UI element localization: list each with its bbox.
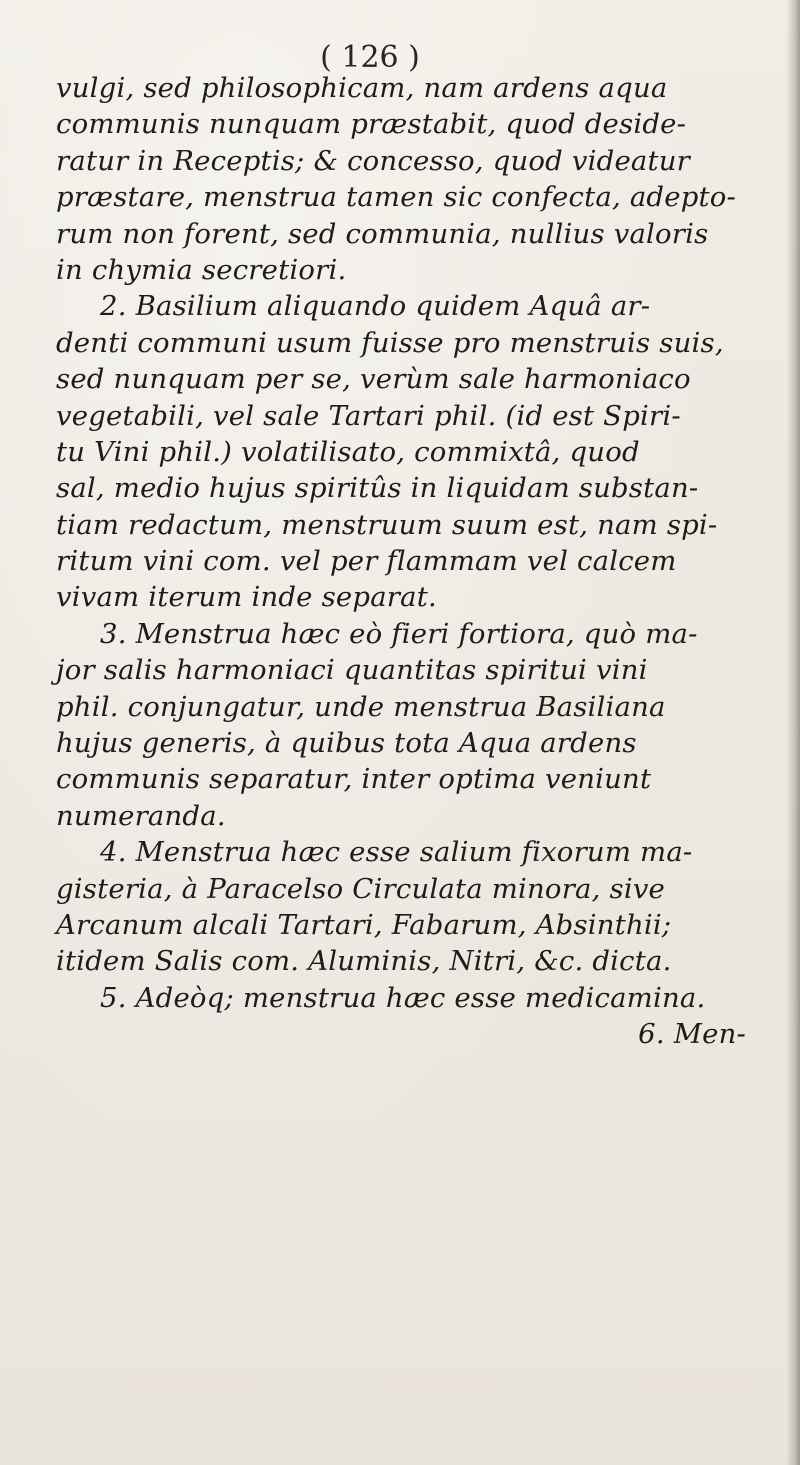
body-text [56, 70, 756, 1053]
text-line: vivam iterum inde separat. [56, 581, 437, 614]
text-line: tiam redactum, menstruum suum est, nam spi- [56, 508, 718, 541]
catchword: 6. Men- [638, 1018, 746, 1051]
text-line: phil. conjungatur, unde menstrua Basiliana [56, 690, 666, 723]
page-edge-shadow [786, 0, 800, 1465]
text-line: Arcanum alcali Tartari, Fabarum, Absinthii; [56, 908, 672, 941]
text-line: communis nunquam præstabit, quod deside- [56, 108, 687, 141]
text-line: jor salis harmoniaci quantitas spiritui vini [56, 654, 648, 687]
text-line: denti communi usum fuisse pro menstruis suis, [56, 326, 724, 359]
text-line: rum non forent, sed communia, nullius valoris [56, 217, 709, 250]
text-line: itidem Salis com. Aluminis, Nitri, &c. dicta. [56, 945, 672, 978]
text-line: ritum vini com. vel per flammam vel calcem [56, 545, 677, 578]
text-line: tu Vini phil.) volatilisato, commixtâ, quod [56, 435, 640, 468]
text-line: 2. Basilium aliquando quidem Aquâ ar- [100, 290, 651, 323]
page-number: ( 126 ) [320, 40, 420, 75]
text-line: in chymia secretiori. [56, 253, 347, 286]
text-line: ratur in Receptis; & concesso, quod videatur [56, 144, 691, 177]
text-line: sal, medio hujus spiritûs in liquidam substan- [56, 472, 699, 505]
text-line: 4. Menstrua hæc esse salium fixorum ma- [100, 836, 693, 869]
text-line: 5. Adeòq; menstrua hæc esse medicamina. [100, 981, 706, 1014]
text-line: hujus generis, à quibus tota Aqua ardens [56, 727, 637, 760]
text-line: sed nunquam per se, verùm sale harmoniaco [56, 363, 691, 396]
text-line: gisteria, à Paracelso Circulata minora, sive [56, 872, 666, 905]
text-line: vulgi, sed philosophicam, nam ardens aqua [56, 72, 668, 104]
text-line: præstare, menstrua tamen sic confecta, adepto- [56, 181, 737, 214]
text-line: vegetabili, vel sale Tartari phil. (id est Spiri- [56, 399, 681, 432]
text-line: 3. Menstrua hæc eò fieri fortiora, quò ma- [100, 617, 698, 650]
text-line: numeranda. [56, 799, 226, 832]
text-line: communis separatur, inter optima veniunt [56, 763, 652, 796]
